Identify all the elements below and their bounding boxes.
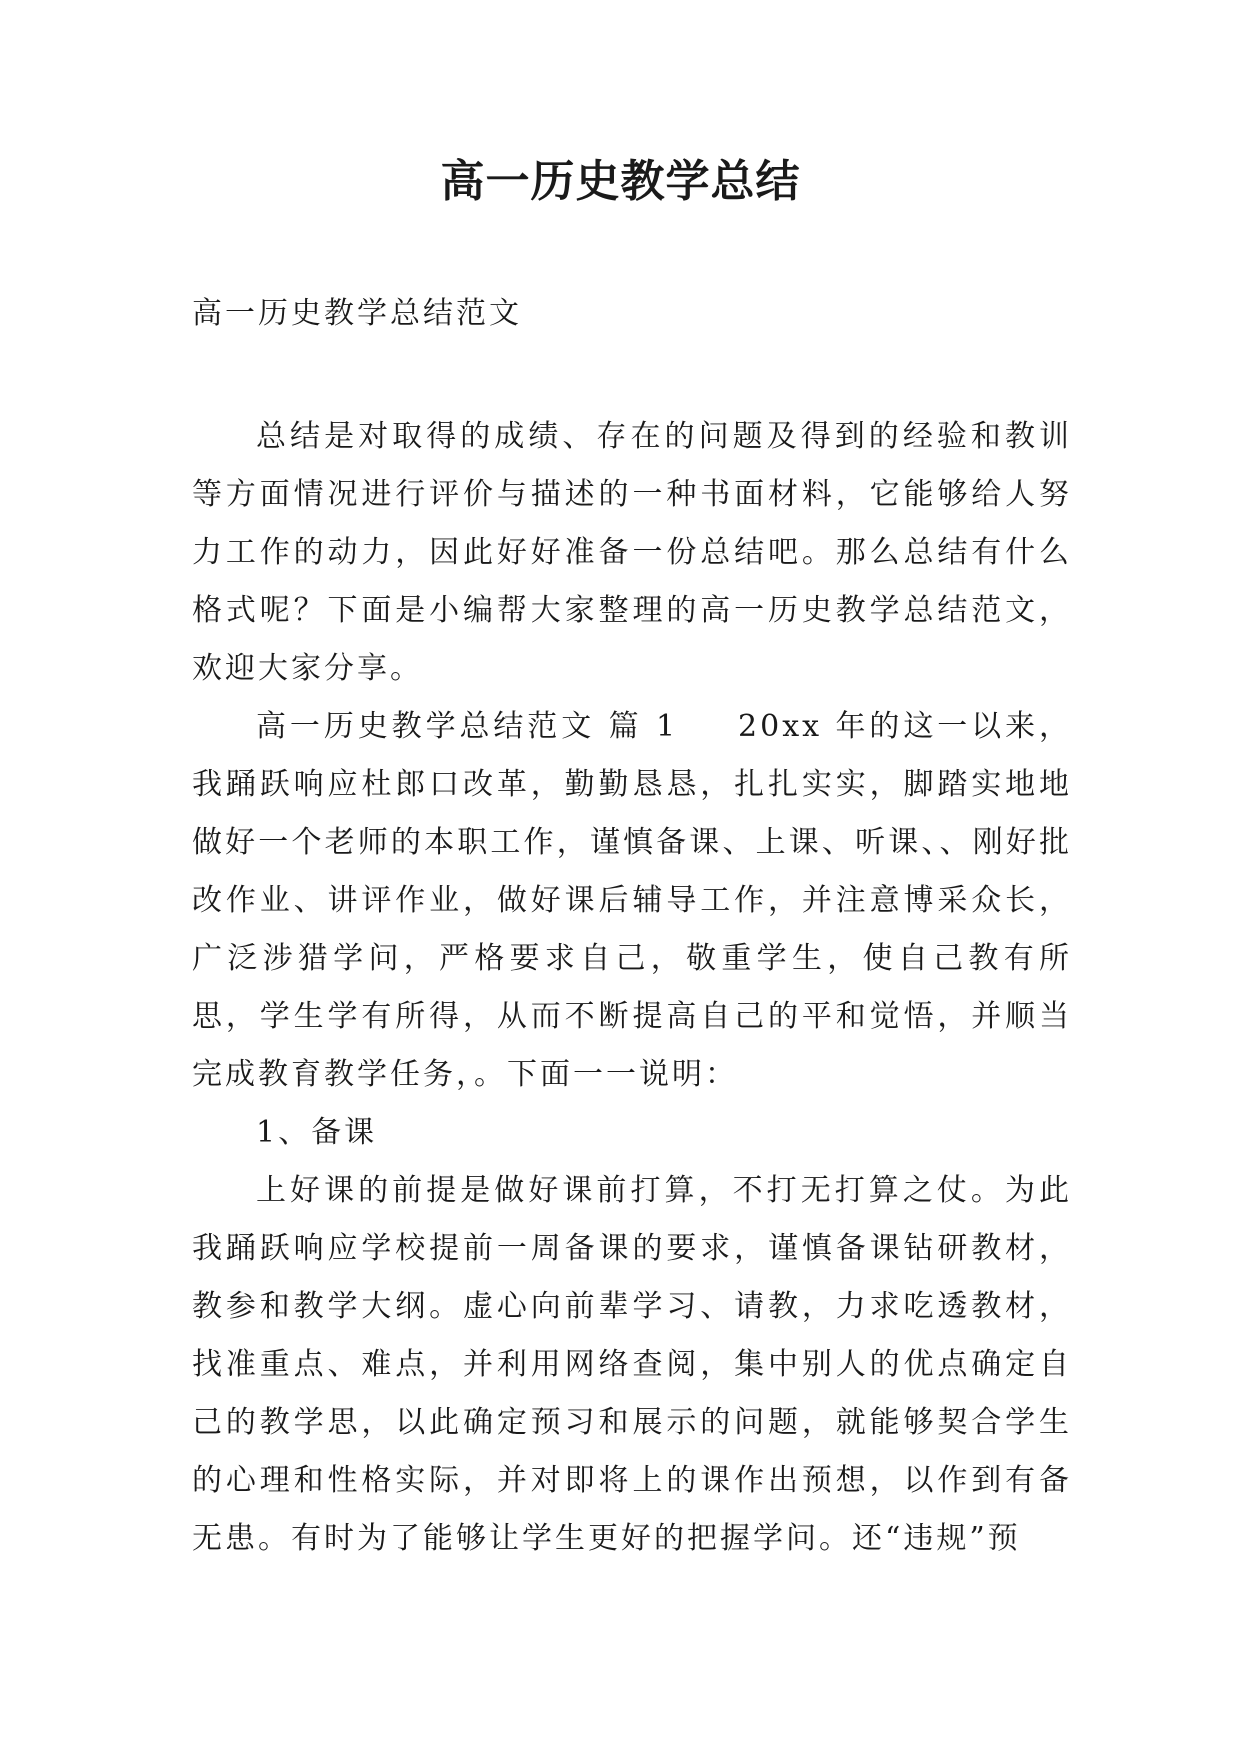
lesson-prep-paragraph: 上好课的前提是做好课前打算，不打无打算之仗。为此我踊跃响应学校提前一周备课的要求，谨慎备课钻研教材，教参和教学大纲。虚心向前辈学习、请教，力求吃透教材，找准重点、难点，并利用网络查阅，集中别人的优点确定自己的教学思，以此确定预习和展示的问题，就能够契合学生的心理和性格实际，并对即将上的课作出预想，以作到有备无患。有时为了能够让学生更好的把握学问。还“违规”预 [192, 1173, 1072, 1556]
document-title: 高一历史教学总结 [440, 156, 801, 207]
document-subtitle: 高一历史教学总结范文 [192, 296, 522, 331]
subheading-lesson-prep: 1、备课 [256, 1115, 378, 1150]
document-body [192, 408, 1072, 1568]
intro-paragraph: 总结是对取得的成绩、存在的问题及得到的经验和教训等方面情况进行评价与描述的一种书面材料，它能够给人努力工作的动力，因此好好准备一份总结吧。那么总结有什么格式呢？下面是小编帮大家整理的高一历史教学总结范文，欢迎大家分享。 [192, 419, 1072, 686]
section-body: 我踊跃响应杜郎口改革，勤勤恳恳，扎扎实实，脚踏实地地做好一个老师的本职工作，谨慎备课、上课、听课、、刚好批改作业、讲评作业，做好课后辅导工作，并注意博采众长，广泛涉猎学问，严格要求自己，敬重学生，使自己教有所思，学生学有所得，从而不断提高自己的平和觉悟，并顺当完成教育教学任务，。下面一一说明： [192, 767, 1072, 1092]
section-heading: 高一历史教学总结范文 篇 1 [256, 709, 679, 744]
section-lead: 20xx 年的这一以来， [738, 709, 1072, 744]
section-paragraph [192, 698, 1072, 1104]
